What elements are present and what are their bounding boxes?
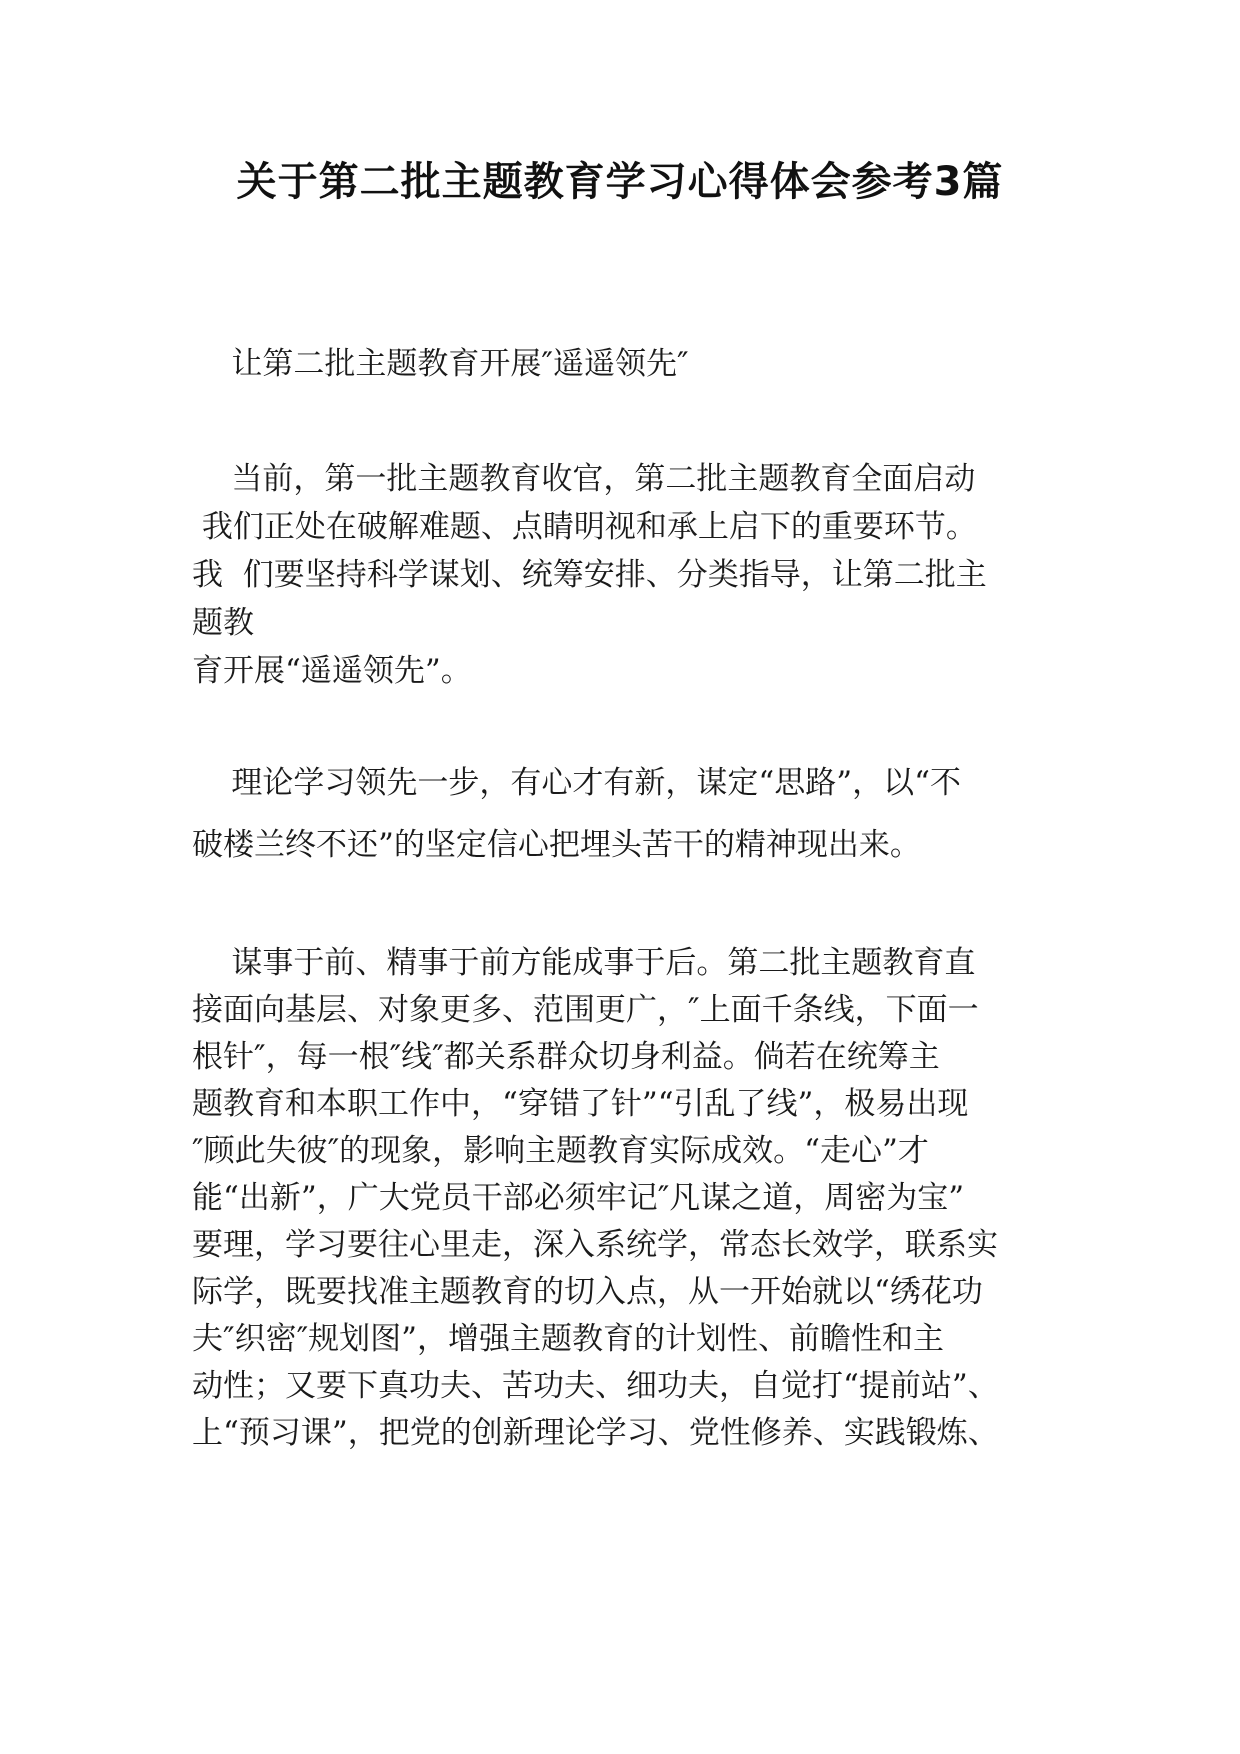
- paragraph-3: [192, 940, 1062, 1457]
- paragraph-line: 谋事于前、精事于前方能成事于后。第二批主题教育直: [192, 945, 976, 981]
- subheading-text: 让第二批主题教育开展″遥遥领先″: [231, 346, 689, 382]
- paragraph-line: 动性；又要下真功夫、苦功夫、细功夫，自觉打“提前站”、: [192, 1368, 999, 1404]
- paragraph-line: 上“预习课”，把党的创新理论学习、党性修养、实践锻炼、: [192, 1415, 999, 1451]
- paragraph-2: [192, 752, 1062, 876]
- paragraph-line: 当前，第一批主题教育收官，第二批主题教育全面启动: [192, 461, 976, 497]
- paragraph-line: 能“出新”，广大党员干部必须牢记″凡谋之道，周密为宝”: [192, 1180, 965, 1216]
- paragraph-line: 根针″，每一根″线″都关系群众切身利益。倘若在统筹主: [192, 1039, 940, 1075]
- paragraph-line: 接面向基层、对象更多、范围更广，″上面千条线，下面一: [192, 992, 979, 1028]
- paragraph-line: 我 们要坚持科学谋划、统筹安排、分类指导，让第二批主: [192, 557, 987, 593]
- paragraph-line: 育开展“遥遥领先”。: [192, 653, 472, 689]
- paragraph-line: 破楼兰终不还”的坚定信心把埋头苦干的精神现出来。: [192, 827, 921, 863]
- subheading: [192, 338, 1062, 383]
- paragraph-line: 夫″织密″规划图”，增强主题教育的计划性、前瞻性和主: [192, 1321, 945, 1357]
- paragraph-line: 我们正处在破解难题、点睛明视和承上启下的重要环节。: [192, 509, 977, 545]
- document-title: 关于第二批主题教育学习心得体会参考3篇: [236, 159, 1004, 205]
- paragraph-line: ″顾此失彼″的现象，影响主题教育实际成效。“走心”才: [192, 1133, 929, 1169]
- paragraph-line: 题教育和本职工作中，“穿错了针”“引乱了线”，极易出现: [192, 1086, 969, 1122]
- paragraph-line: 题教: [192, 605, 254, 641]
- paragraph-1: [192, 455, 1062, 695]
- paragraph-line: 要理，学习要往心里走，深入系统学，常态长效学，联系实: [192, 1227, 998, 1263]
- paragraph-line: 理论学习领先一步，有心才有新，谋定“思路”，以“不: [192, 765, 961, 801]
- paragraph-line: 际学，既要找准主题教育的切入点，从一开始就以“绣花功: [192, 1274, 983, 1310]
